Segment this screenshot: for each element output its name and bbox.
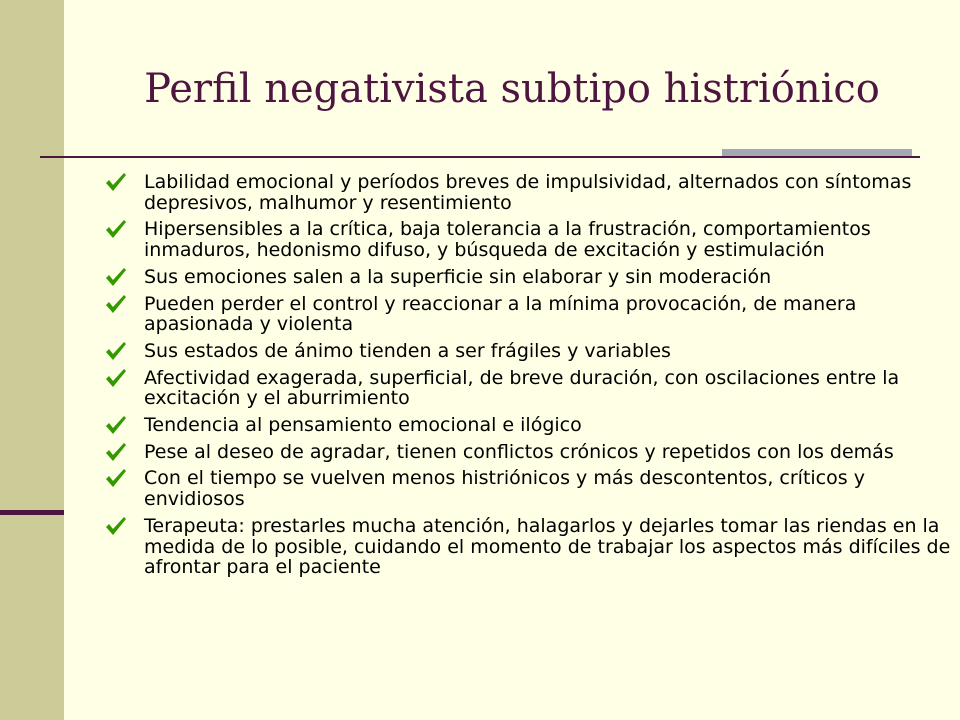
title-divider-accent [722, 149, 912, 156]
bullet-text: Terapeuta: prestarles mucha atención, halagarlos y dejarles tomar las riendas en la medida de lo posible, cuidando el momento de trabajar los aspectos más difíciles de afrontar para el paciente [144, 514, 951, 579]
checkmark-icon [104, 172, 128, 194]
bullet-item [104, 341, 952, 362]
bullet-item [104, 516, 952, 578]
checkmark-icon [104, 468, 128, 490]
checkmark-icon [104, 368, 128, 390]
bullet-text: Sus emociones salen a la superficie sin elaborar y sin moderación [144, 265, 772, 288]
bullet-text: Con el tiempo se vuelven menos histriónicos y más descontentos, críticos y envidiosos [144, 467, 865, 511]
checkmark-icon [104, 219, 128, 241]
bullet-text: Sus estados de ánimo tienden a ser frágiles y variables [144, 339, 671, 362]
bullet-item [104, 415, 952, 436]
checkmark-icon [104, 267, 128, 289]
bullet-list [104, 172, 952, 584]
bullet-item [104, 468, 952, 509]
decorative-sidebar [0, 0, 64, 720]
bullet-item [104, 267, 952, 288]
bullet-text: Pueden perder el control y reaccionar a la mínima provocación, de manera apasionada y violenta [144, 292, 857, 336]
checkmark-icon [104, 415, 128, 437]
bullet-item [104, 294, 952, 335]
bullet-text: Afectividad exagerada, superficial, de breve duración, con oscilaciones entre la excitación y el aburrimiento [144, 366, 900, 410]
bullet-text: Hipersensibles a la crítica, baja tolerancia a la frustración, comportamientos inmaduros, hedonismo difuso, y búsqueda de excitación y estimulación [144, 218, 871, 262]
bullet-item [104, 442, 952, 463]
title-divider [40, 156, 920, 158]
bullet-text: Labilidad emocional y períodos breves de impulsividad, alternados con síntomas depresivos, malhumor y resentimiento [144, 171, 912, 214]
bullet-text: Tendencia al pensamiento emocional e ilógico [144, 414, 582, 437]
checkmark-icon [104, 442, 128, 464]
checkmark-icon [104, 341, 128, 363]
slide-title: Perfil negativista subtipo histriónico [144, 66, 880, 112]
checkmark-icon [104, 294, 128, 316]
bullet-item [104, 172, 952, 213]
checkmark-icon [104, 516, 128, 538]
bullet-item [104, 219, 952, 260]
bullet-text: Pese al deseo de agradar, tienen conflictos crónicos y repetidos con los demás [144, 440, 894, 463]
sidebar-accent-line [0, 510, 64, 515]
bullet-item [104, 368, 952, 409]
